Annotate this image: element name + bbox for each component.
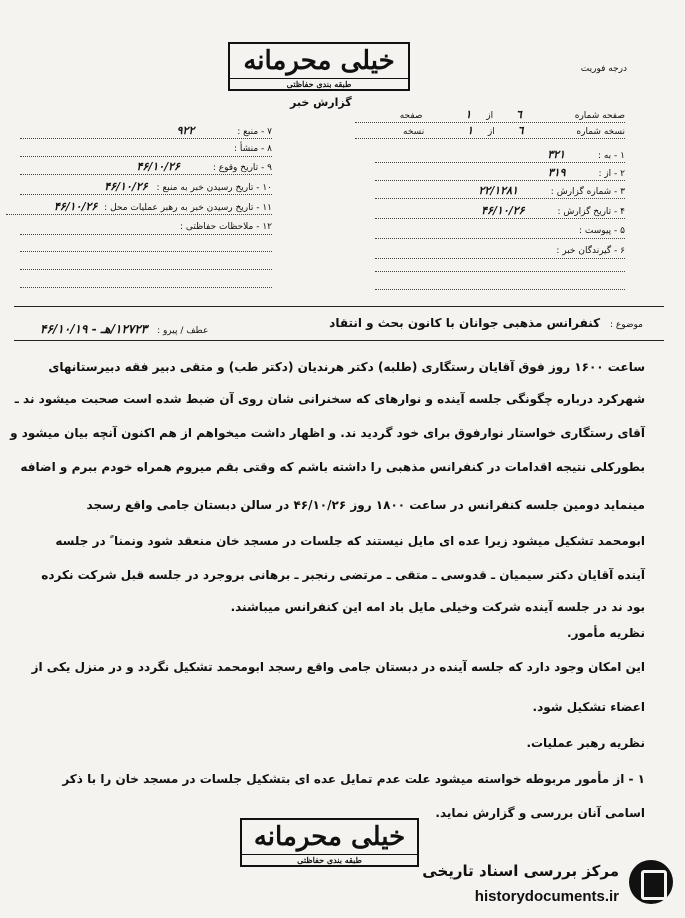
body-line: بود ند در جلسه آینده شرکت وخیلی مایل باد امه این کنفرانس میباشند. — [230, 600, 645, 614]
copy-number-label: نسخه شماره — [576, 127, 625, 137]
field-label: ۱۱ - تاریخ رسیدن خبر به رهبر عملیات محل : — [104, 203, 272, 213]
agent-opinion-label: نظریه مأمور. — [567, 626, 645, 640]
stamp-sub-text: طبقه بندی حفاظتی — [242, 854, 417, 865]
watermark-url: historydocuments.ir — [474, 888, 619, 905]
field-value: ۹۲۲ — [176, 124, 195, 137]
right-field-report-date — [375, 204, 625, 219]
blank-line — [20, 250, 272, 252]
classification-stamp-top — [228, 42, 410, 91]
field-value: ۳۱۹ — [547, 166, 566, 179]
left-field-source — [20, 124, 272, 139]
left-field-security-notes — [20, 220, 272, 235]
field-value: ۲۲/۱۲۸۱ — [478, 184, 518, 197]
field-label: ۲ - از : — [598, 169, 625, 179]
right-field-report-number — [375, 184, 625, 199]
left-field-source-received — [20, 180, 272, 195]
stamp-main-text: خیلی محرمانه — [243, 46, 395, 76]
body-line: شهرکرد درباره چگونگی جلسه آینده و نوارهای که سخنرانی شان روی آن ضبط شده است صحبت میشود ند ـ — [14, 392, 645, 406]
left-field-origin — [20, 142, 272, 157]
stamp-main-text: خیلی محرمانه — [253, 822, 406, 852]
watermark — [403, 856, 673, 912]
separator-line — [14, 340, 664, 341]
body-line: آینده آقایان دکتر سیمیان ـ قدوسی ـ متقی ـ مرتضی رنجبر ـ برهانی بروجرد در جلسه قبل شرکت نکرده — [41, 568, 645, 582]
field-label: ۸ - منشأ : — [233, 144, 272, 154]
reference-label: عطف / پیرو : — [157, 326, 209, 336]
body-line: آقای رستگاری خواستار نوارفوق برای خود گردید ند. و اظهار داشت میخواهم از هم اکنون آنچه بیان میشود و — [10, 426, 645, 440]
copy-number-of: از — [487, 127, 495, 137]
field-label: ۳ - شماره گزارش : — [550, 187, 625, 197]
body-line: ابومحمد تشکیل میشود زیرا عده ای مایل نیستند که جلسات در مسجد خان منعقد شود ونمنا ً در جلسه — [55, 534, 645, 548]
field-value: ۴۶/۱۰/۲۶ — [136, 160, 180, 173]
blank-line — [20, 286, 272, 288]
leader-opinion-label: نظریه رهبر عملیات. — [526, 736, 645, 750]
field-label: ۱۲ - ملاحظات حفاظتی : — [180, 222, 272, 232]
subject-text: کنفرانس مذهبی جوانان با کانون بحث و انتقاد — [329, 316, 601, 330]
field-label: ۱ - به : — [597, 151, 625, 161]
watermark-title: مرکز بررسی اسناد تاریخی — [422, 862, 619, 880]
archive-logo-icon — [629, 860, 673, 904]
field-value: ۳۲۱ — [547, 148, 566, 161]
leader-opinion-line: ۱ - از مأمور مربوطه خواسته میشود علت عدم تمایل عده ای بتشکیل جلسات در مسجد خان را با ذکر — [62, 772, 645, 786]
field-label: ۷ - منبع : — [237, 127, 272, 137]
field-label: ۶ - گیرندگان خبر : — [556, 246, 625, 256]
left-field-leader-received — [6, 200, 272, 215]
copy-number-row: نسخه شماره ٦ از ۱ نسخه — [355, 124, 625, 139]
field-label: ۱۰ - تاریخ رسیدن خبر به منبع : — [156, 183, 272, 193]
right-field-recipients — [375, 244, 625, 259]
blank-line — [375, 288, 625, 290]
field-label: ۹ - تاریخ وقوع : — [212, 163, 272, 173]
page-number-row: صفحه شماره ٦ از ۱ صفحه — [355, 108, 625, 123]
subject-label: موضوع : — [609, 320, 643, 330]
classification-stamp-bottom — [240, 818, 419, 867]
field-label: ۵ - پیوست : — [579, 226, 625, 236]
agent-opinion-line: این امکان وجود دارد که جلسه آینده در دبستان جامی واقع رسجد ابومحمد تشکیل نگردد و در منزل یکی از — [31, 660, 645, 674]
reference-row — [40, 322, 208, 336]
report-title: گزارش خبر — [290, 96, 352, 109]
stamp-sub-text: طبقه بندی حفاظتی — [230, 78, 408, 89]
page-number-unit: صفحه — [399, 111, 423, 121]
page-number-of: از — [486, 111, 494, 121]
body-line: ساعت ۱۶۰۰ روز فوق آقایان رستگاری (طلبه) دکتر هرندیان (دکتر طب) و متقی دبیر فقه دبیرستانهای — [48, 360, 645, 374]
left-field-occurrence-date — [20, 160, 272, 175]
reference-value: ۱۲۷۲۳/هـ - ۴۶/۱۰/۱۹ — [40, 322, 148, 336]
right-field-to — [375, 148, 625, 163]
body-line: مینماید دومین جلسه کنفرانس در ساعت ۱۸۰۰ روز ۴۶/۱۰/۲۶ در سالن دبستان جامی واقع رسجد — [86, 498, 645, 512]
field-value: ۴۶/۱۰/۲۶ — [104, 180, 148, 193]
field-value: ۴۶/۱۰/۲۶ — [481, 204, 525, 217]
copy-number-unit: نسخه — [403, 127, 425, 137]
right-field-from — [375, 166, 625, 181]
page-number-label: صفحه شماره — [574, 111, 625, 121]
blank-line — [20, 268, 272, 270]
separator-line — [14, 306, 664, 307]
subject-row — [329, 316, 643, 330]
leader-opinion-line: اسامی آنان بررسی و گزارش نماید. — [435, 806, 645, 820]
priority-label: درجه فوریت — [580, 64, 627, 74]
blank-line — [375, 270, 625, 272]
field-label: ۴ - تاریخ گزارش : — [557, 207, 625, 217]
body-line: بطورکلی نتیجه اقدامات در کنفرانس مذهبی را داشته باشم که وقتی بقم میروم همراه خودم ببرم و اضافه — [20, 460, 645, 474]
agent-opinion-line: اعضاء تشکیل شود. — [532, 700, 645, 714]
right-field-attachment — [375, 224, 625, 239]
field-value: ۴۶/۱۰/۲۶ — [53, 200, 98, 213]
